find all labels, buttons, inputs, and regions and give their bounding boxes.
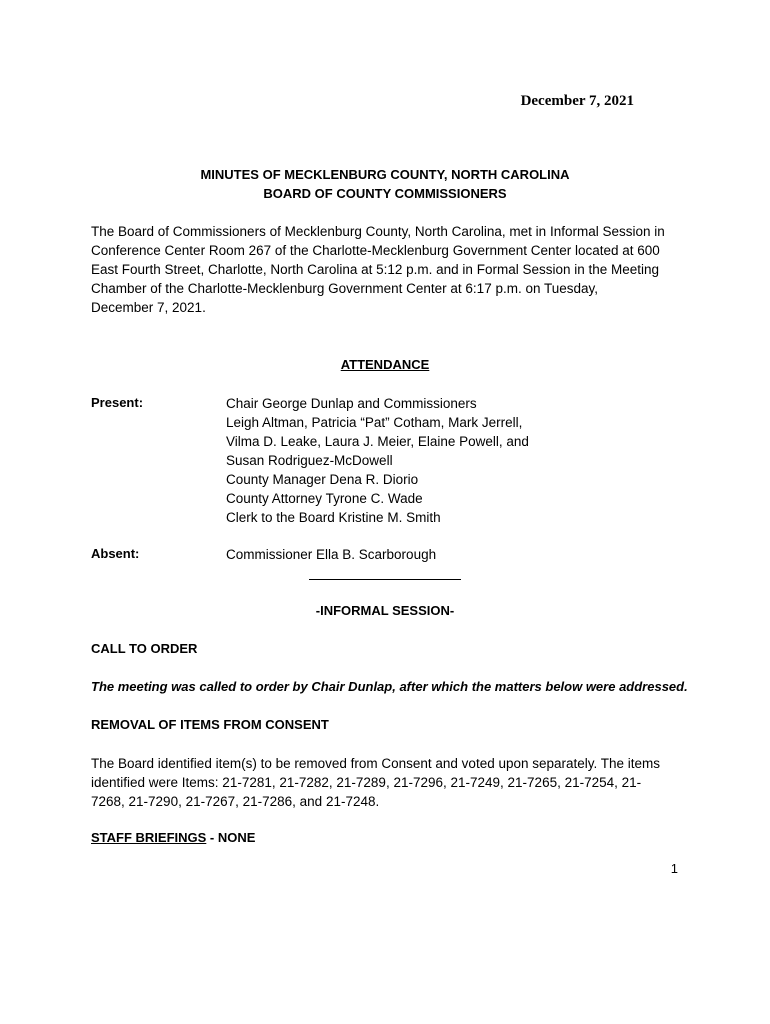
absent-label: Absent: (91, 546, 140, 561)
informal-session-heading: -INFORMAL SESSION- (315, 603, 455, 618)
present-line: Clerk to the Board Kristine M. Smith (226, 510, 441, 525)
intro-line: The Board of Commissioners of Mecklenburg County, North Carolina, met in Informal Session in (91, 224, 665, 239)
present-line: Leigh Altman, Patricia “Pat” Cotham, Mark Jerrell, (226, 415, 523, 430)
present-label: Present: (91, 395, 144, 410)
attendance-heading: ATTENDANCE (340, 357, 430, 372)
present-line: County Manager Dena R. Diorio (226, 472, 419, 487)
section-divider (309, 579, 461, 580)
staff-briefings-suffix: - NONE (206, 830, 256, 845)
present-line: Susan Rodriguez-McDowell (226, 453, 393, 468)
removal-line: identified were Items: 21-7281, 21-7282, 21-7289, 21-7296, 21-7249, 21-7265, 21-7254, 21- (91, 775, 642, 790)
removal-line: The Board identified item(s) to be removed from Consent and voted upon separately. The items (91, 756, 661, 771)
removal-paragraph (91, 754, 691, 811)
present-list (226, 394, 529, 527)
intro-line: Chamber of the Charlotte-Mecklenburg Government Center at 6:17 p.m. on Tuesday, (91, 281, 599, 296)
page-number: 1 (670, 861, 678, 876)
present-line: County Attorney Tyrone C. Wade (226, 491, 423, 506)
minutes-title-line-1: MINUTES OF MECKLENBURG COUNTY, NORTH CAROLINA (200, 167, 570, 182)
staff-briefings-heading (91, 830, 255, 845)
intro-line: December 7, 2021. (91, 300, 206, 315)
removal-line: 7268, 21-7290, 21-7267, 21-7286, and 21-7248. (91, 794, 380, 809)
absent-value: Commissioner Ella B. Scarborough (226, 547, 437, 562)
present-line: Chair George Dunlap and Commissioners (226, 396, 477, 411)
call-to-order-text: The meeting was called to order by Chair Dunlap, after which the matters below were addressed. (91, 679, 688, 694)
call-to-order-heading: CALL TO ORDER (91, 641, 198, 656)
minutes-title-line-2: BOARD OF COUNTY COMMISSIONERS (263, 186, 507, 201)
intro-line: East Fourth Street, Charlotte, North Carolina at 5:12 p.m. and in Formal Session in the Meeting (91, 262, 660, 277)
removal-heading: REMOVAL OF ITEMS FROM CONSENT (91, 717, 329, 732)
document-date: December 7, 2021 (520, 93, 634, 109)
staff-briefings-label: STAFF BRIEFINGS (91, 830, 207, 845)
intro-paragraph (91, 222, 691, 317)
intro-line: Conference Center Room 267 of the Charlotte-Mecklenburg Government Center located at 600 (91, 243, 660, 258)
present-line: Vilma D. Leake, Laura J. Meier, Elaine Powell, and (226, 434, 529, 449)
